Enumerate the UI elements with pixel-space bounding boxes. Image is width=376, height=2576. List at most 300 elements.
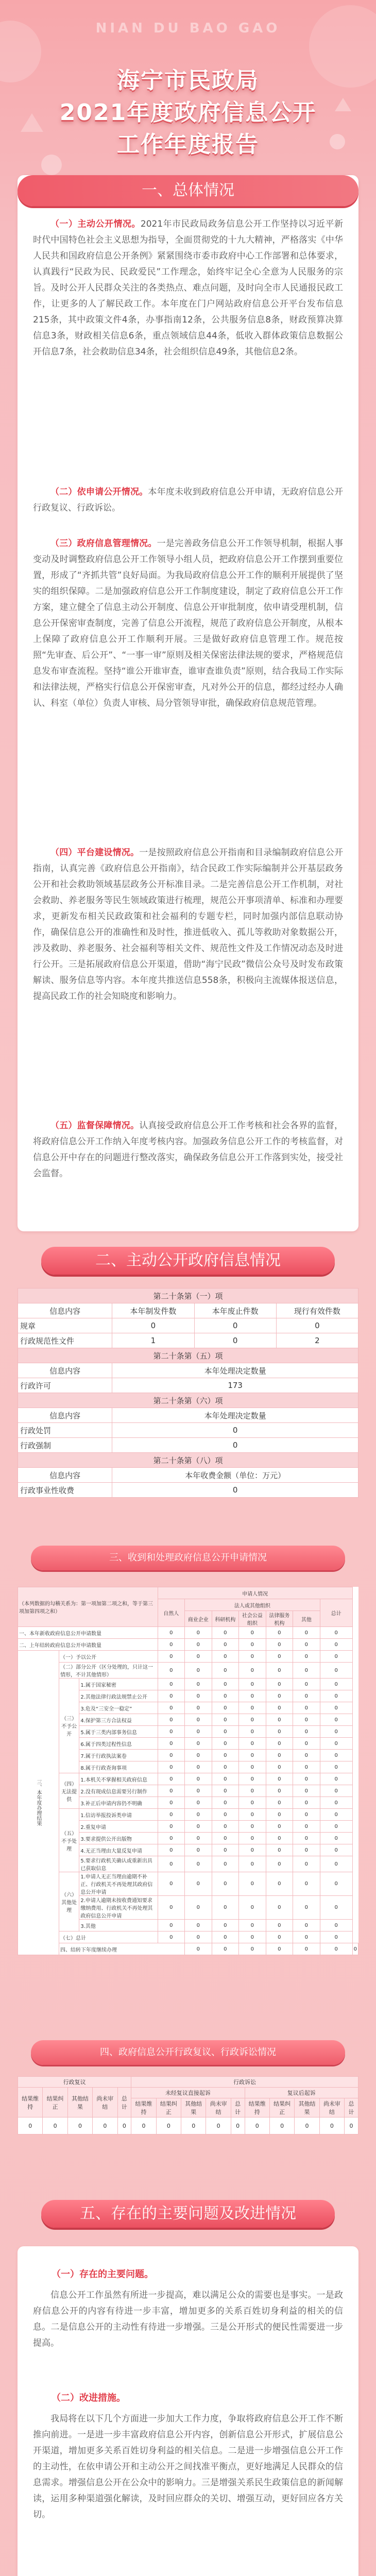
cell: 0	[239, 1726, 266, 1738]
cell: 0	[212, 1750, 239, 1761]
cell: 0	[212, 1809, 239, 1821]
cell: 0	[239, 1627, 266, 1639]
cell: 0	[158, 1773, 185, 1785]
cell: 0	[212, 1943, 239, 1955]
cell: 0	[93, 2117, 117, 2134]
cell: 0	[158, 1821, 185, 1833]
col-header: 总计	[117, 2088, 131, 2117]
section-3-title: 三、收到和处理政府信息公开申请情况	[31, 1546, 345, 1570]
row-label: 二、上年结转政府信息公开申请数量	[18, 1639, 158, 1651]
cell: 0	[18, 2117, 43, 2134]
cell: 0	[293, 1931, 320, 1943]
cell: 0	[158, 1750, 185, 1761]
cell: 2	[276, 1333, 358, 1348]
cell: 0	[266, 1761, 293, 1773]
table-row	[18, 1483, 358, 1498]
group-header: 行政诉讼	[131, 2077, 358, 2088]
cell: 0	[266, 1943, 293, 1955]
cell: 0	[185, 1714, 212, 1726]
cell: 0	[185, 1627, 212, 1639]
cell: 0	[320, 1702, 352, 1714]
col-header: 其他	[293, 1611, 320, 1627]
table-row	[18, 1679, 358, 1690]
cell: 0	[239, 1639, 266, 1651]
group-header: 申请人情况	[158, 1587, 352, 1599]
cell: 0	[185, 1920, 212, 1931]
cell: 0	[320, 1690, 352, 1702]
table-row	[18, 1627, 358, 1639]
table-row	[18, 1809, 358, 1821]
cell: 0	[185, 1872, 212, 1896]
cell: 0	[266, 1738, 293, 1750]
col-header: 其他结果	[181, 2098, 206, 2117]
report-header	[0, 0, 376, 180]
cell: 0	[212, 1663, 239, 1679]
cell: 0	[212, 1690, 239, 1702]
cell: 0	[345, 2117, 358, 2134]
cell: 0	[266, 1702, 293, 1714]
table-row	[18, 1663, 358, 1679]
cell: 0	[158, 1931, 185, 1943]
col-header: 尚未审结	[319, 2098, 344, 2117]
cell: 0	[320, 1663, 352, 1679]
cell: 0	[158, 1738, 185, 1750]
cell: 0	[266, 1797, 293, 1809]
row-label: 一、本年新收政府信息公开申请数量	[18, 1627, 158, 1639]
cell: 0	[185, 1809, 212, 1821]
section-4-title: 四、政府信息公开行政复议、行政诉讼情况	[31, 2040, 345, 2065]
cell: 0	[239, 1761, 266, 1773]
cell: 0	[212, 1714, 239, 1726]
cell: 0	[239, 1872, 266, 1896]
cell: 0	[320, 1750, 352, 1761]
subgroup-label: （五）不予处理	[59, 1809, 79, 1872]
problems-heading: （一）存在的主要问题。	[52, 2269, 153, 2280]
col-header: 总计	[320, 1599, 352, 1627]
row-label: 8.属于行政查询事项	[79, 1761, 158, 1773]
cell: 0	[266, 1856, 293, 1872]
subgroup-label: （六）其他处理	[59, 1872, 79, 1931]
cell: 0	[212, 1797, 239, 1809]
cell: 0	[293, 1797, 320, 1809]
col-header: 结果纠正	[156, 2098, 181, 2117]
col-header: 本年废止件数	[194, 1303, 276, 1318]
cell: 0	[212, 1920, 239, 1931]
cell: 0	[239, 1856, 266, 1872]
title-line-1: 海宁市民政局	[117, 67, 259, 94]
cell: 0	[239, 1663, 266, 1679]
cell: 0	[158, 1844, 185, 1856]
cell: 0	[212, 1821, 239, 1833]
cell: 0	[185, 1773, 212, 1785]
problems-text: 信息公开工作虽然有所进一步提高，难以满足公众的需要也是事实。一是政府信息公开的内容有待进一步丰富，增加更多的关系百姓切身利益的相关的信息。二是信息公开的主动性有待进一步增强。三是公开形式的便民性需要进一步提高。	[33, 2290, 343, 2348]
cell: 0	[158, 1856, 185, 1872]
cell: 0	[43, 2117, 67, 2134]
row-label: （七）总计	[59, 1931, 158, 1943]
title-line-2: 2021年度政府信息公开	[59, 99, 317, 126]
col-header: 本年收费金额（单位：万元）	[112, 1468, 358, 1483]
cell: 0	[158, 1627, 185, 1639]
row-label: 2.申请人逾期未按收费通知要求缴纳费用、行政机关不再处理其政府信息公开申请	[79, 1896, 158, 1920]
cell: 0	[293, 1761, 320, 1773]
cell: 0	[320, 1639, 352, 1651]
cell: 0	[320, 1931, 352, 1943]
cell: 0	[212, 1856, 239, 1872]
col-header: 信息内容	[18, 1408, 112, 1423]
row-label: 四、结转下年度继续办理	[59, 1943, 185, 1955]
cell: 0	[185, 1821, 212, 1833]
cell: 0	[293, 1943, 320, 1955]
cell: 0	[266, 1726, 293, 1738]
cell: 0	[158, 1651, 185, 1663]
cell: 0	[212, 1844, 239, 1856]
col-header: 法人或其他组织	[185, 1599, 320, 1611]
table-row	[18, 1872, 358, 1896]
row-label: 行政许可	[18, 1378, 112, 1393]
applications-table	[18, 1587, 358, 1955]
row-label: 1.本机关不掌握相关政府信息	[79, 1773, 158, 1785]
cell: 0	[158, 1663, 185, 1679]
cell: 0	[320, 1809, 352, 1821]
cell: 0	[185, 1651, 212, 1663]
cell: 0	[266, 1833, 293, 1844]
cell: 0	[269, 2117, 294, 2134]
table-row	[18, 1651, 358, 1663]
cell: 0	[320, 1797, 352, 1809]
cell: 0	[266, 1627, 293, 1639]
cell: 0	[266, 1663, 293, 1679]
cell: 0	[320, 1773, 352, 1785]
cell: 0	[67, 2117, 92, 2134]
cell: 0	[266, 1750, 293, 1761]
cell: 0	[239, 1797, 266, 1809]
cell: 0	[293, 1651, 320, 1663]
table-row	[18, 1423, 358, 1438]
cell: 0	[185, 1931, 212, 1943]
cell: 0	[266, 1872, 293, 1896]
cell: 0	[320, 1821, 352, 1833]
cell: 0	[293, 1896, 320, 1920]
cell: 0	[245, 2117, 269, 2134]
row-label: 4.无正当理由大量反复申请	[79, 1844, 158, 1856]
section-1-para-3	[33, 536, 343, 711]
cell: 0	[206, 2117, 231, 2134]
cell: 0	[158, 1714, 185, 1726]
rule20-1-table	[18, 1288, 358, 1498]
cell: 0	[185, 1943, 212, 1955]
para-lead: （四）平台建设情况。	[50, 848, 140, 858]
cell: 0	[239, 1679, 266, 1690]
row-label: 3.其他	[79, 1920, 158, 1931]
row-label: 1.属于国家秘密	[79, 1679, 158, 1690]
cell: 0	[158, 1679, 185, 1690]
cell: 0	[212, 1833, 239, 1844]
cell: 0	[293, 1844, 320, 1856]
section-1-para-4	[33, 845, 343, 1005]
cell: 0	[266, 1785, 293, 1797]
cell: 0	[158, 1761, 185, 1773]
cell: 0	[117, 2117, 131, 2134]
cell: 0	[158, 1726, 185, 1738]
cell: 0	[212, 1773, 239, 1785]
row-label: 行政强制	[18, 1438, 112, 1453]
cell: 0	[320, 1651, 352, 1663]
table-caption: 第二十条第（五）项	[18, 1348, 358, 1363]
cell: 0	[239, 1714, 266, 1726]
cell: 0	[231, 2117, 245, 2134]
table-caption: 第二十条第（八）项	[18, 1453, 358, 1468]
row-label: 2.没有现成信息需要另行制作	[79, 1785, 158, 1797]
cell: 0	[185, 1738, 212, 1750]
cell: 0	[276, 1318, 358, 1333]
cell: 0	[212, 1639, 239, 1651]
row-label: 2.重复申请	[79, 1821, 158, 1833]
para-text: 一是完善政务信息公开工作领导机制，根据人事变动及时调整政府信息公开工作领导小组人员，把政府信息公开工作摆到重要位置，形成了“齐抓共管”良好局面。为我局政府信息公开工作的顺利开展提供了坚实的组织保障。二是加强政府信息公开工作制度建设，制定了政府信息公开工作方案，建立健全了信息主动公开制度、信息公开审批制度，依申请受理机制，信息公开保密审查制度，完善了信息公开流程，规范了政府信息公开制度，从根本上保障了政府信息公开工作顺利开展。三是做好政府信息管理工作。规范按照“先审查、后公开”、“一事一审”原则及相关保密法律法规的要求，严格规范信息发布审查流程。坚持“谁公开谁审查，谁审查谁负责”原则，结合我局工作实际和法律法规，严格实行信息公开保密审查，凡对外公开的信息，都经过经办人确认、科室（单位）负责人审核、局分管领导审批，确保政府信息规范管理。	[33, 538, 343, 708]
cell: 0	[293, 1856, 320, 1872]
cell: 0	[239, 1920, 266, 1931]
cell: 0	[293, 1920, 320, 1931]
cell: 0	[185, 1750, 212, 1761]
cell: 0	[212, 1785, 239, 1797]
cell: 0	[212, 1738, 239, 1750]
cell: 0	[185, 1690, 212, 1702]
para-text: 认真接受政府信息公开工作考核和社会各界的监督，将政府信息公开工作纳入年度考核内容。加强政务信息公开工作的考核监督，对信息公开中存在的问题进行整改落实，确保政务信息公开工作落到实处，接受社会监督。	[33, 1121, 343, 1179]
col-header: 总计	[231, 2098, 245, 2117]
table-row	[18, 1378, 358, 1393]
cell: 0	[320, 1726, 352, 1738]
row-label: 1.信访举报投诉类申请	[79, 1809, 158, 1821]
cell: 0	[266, 1773, 293, 1785]
cell: 0	[293, 1821, 320, 1833]
cell: 0	[185, 1896, 212, 1920]
cell: 0	[266, 1920, 293, 1931]
table-row	[18, 1773, 358, 1785]
col-header: 现行有效件数	[276, 1303, 358, 1318]
cell: 0	[293, 1785, 320, 1797]
row-label: 4.保护第三方合法权益	[79, 1714, 158, 1726]
cell: 0	[239, 1785, 266, 1797]
subgroup-header: 未经复议直接起诉	[131, 2088, 245, 2098]
row-label: （一）予以公开	[59, 1651, 158, 1663]
cell: 0	[185, 1702, 212, 1714]
para-text: 2021年市民政局政务信息公开工作坚持以习近平新时代中国特色社会主义思想为指导，全面贯彻党的十九大精神，严格落实《中华人民共和国政府信息公开条例》紧紧围绕市委市政府中心工作部署和总体要求，认真践行“民政为民、民政爱民”工作理念，始终牢记全心全意为人民服务的宗旨。及时公开人民群众关注的各类热点、难点问题，及时向全市人民通报民政工作，让更多的人了解民政工作。本年度在门户网站政府信息公开平台发布信息215条，其中政策文件4条，办事指南12条，公共服务信息8条，财政预算决算信息3条，财政相关信息6条，重点领域信息44条，低收入群体政策信息数据公开信息7条，社会救助信息34条，社会组织信息49条，其他信息2条。	[33, 219, 344, 357]
col-header: 本年制发件数	[112, 1303, 194, 1318]
cell: 0	[112, 1483, 358, 1498]
cell: 0	[112, 1318, 194, 1333]
cell: 0	[320, 1738, 352, 1750]
cell: 0	[293, 1714, 320, 1726]
cell: 0	[293, 1809, 320, 1821]
cell: 0	[156, 2117, 181, 2134]
row-label: 3.补正后申请内容仍不明确	[79, 1797, 158, 1809]
cell: 0	[239, 1943, 266, 1955]
group-header: 行政复议	[18, 2077, 131, 2088]
cell: 0	[212, 1761, 239, 1773]
col-header: 尚未审结	[93, 2088, 117, 2117]
table-row	[18, 1943, 358, 1955]
col-header: 结果维持	[245, 2098, 269, 2117]
group-label: 三、本年度办理结果	[18, 1651, 59, 1955]
col-header: 本年处理决定数量	[112, 1363, 358, 1378]
cell: 0	[185, 1833, 212, 1844]
table-corner-note: （本列数据的勾稽关系为：第一项加第二项之和，等于第三项加第四项之和）	[18, 1587, 158, 1627]
cell: 0	[293, 1773, 320, 1785]
cell: 0	[293, 1663, 320, 1679]
cell: 0	[293, 1833, 320, 1844]
cell: 0	[158, 1702, 185, 1714]
table-row	[18, 1931, 358, 1943]
row-label: 3.危及“三安全一稳定”	[79, 1702, 158, 1714]
cell: 0	[194, 1333, 276, 1348]
cell: 0	[212, 1651, 239, 1663]
cell: 0	[212, 1726, 239, 1738]
section-1-para-1	[33, 216, 343, 360]
col-header: 尚未审结	[206, 2098, 231, 2117]
cell: 0	[320, 1785, 352, 1797]
row-label: 6.属于四类过程性信息	[79, 1738, 158, 1750]
title-line-3: 工作年度报告	[117, 131, 259, 158]
cell: 0	[239, 1690, 266, 1702]
cell: 0	[239, 1896, 266, 1920]
cell: 0	[293, 1639, 320, 1651]
row-label: （二）部分公开（区分处理的，只计这一情形，不计其他情形）	[59, 1663, 158, 1679]
para-lead: （一）主动公开情况。	[50, 219, 141, 229]
cell: 0	[266, 1714, 293, 1726]
col-header: 自然人	[158, 1599, 185, 1627]
table-row	[18, 1318, 358, 1333]
cell: 0	[158, 1833, 185, 1844]
col-header: 本年处理决定数量	[112, 1408, 358, 1423]
cell: 0	[212, 1679, 239, 1690]
cell: 0	[185, 1761, 212, 1773]
cell: 0	[185, 1856, 212, 1872]
row-label: 3.要求提供公开出版物	[79, 1833, 158, 1844]
cell: 0	[212, 1627, 239, 1639]
cell: 0	[320, 1896, 352, 1920]
cell: 0	[266, 1651, 293, 1663]
col-header: 总计	[345, 2098, 358, 2117]
cell: 0	[293, 1627, 320, 1639]
cell: 0	[112, 1438, 358, 1453]
measures-heading: （二）改进措施。	[52, 2393, 126, 2403]
cell: 0	[293, 1679, 320, 1690]
cell: 173	[112, 1378, 358, 1393]
cell: 0	[158, 1872, 185, 1896]
cell: 0	[320, 1761, 352, 1773]
col-header: 结果维持	[18, 2088, 43, 2117]
row-label: 规章	[18, 1318, 112, 1333]
cell: 0	[295, 2117, 319, 2134]
cell: 0	[194, 1318, 276, 1333]
cell: 0	[266, 1821, 293, 1833]
cell: 0	[112, 1423, 358, 1438]
col-header: 科研机构	[212, 1611, 239, 1627]
row-label: 2.其他法律行政法规禁止公开	[79, 1690, 158, 1702]
cell: 0	[266, 1690, 293, 1702]
measures-text: 我局将在以下几个方面进一步加大工作力度，争取将政府信息公开工作不断推向前进。一是进一步丰富政府信息公开内容，创新信息公开形式，扩展信息公开渠道，增加更多关系百姓切身利益的相关信息。二是进一步增强信息公开工作的主动性，在依申请公开和主动公开之间找准平衡点，更好地满足人民群众的信息需求。增强信息公开在公众中的影响力。三是增强关系民生政策信息的新闻解读，运用多种渠道强化解读，及时回应群众的关切、增强互动，更好回应各方关切。	[33, 2414, 343, 2520]
col-header: 社会公益组织	[239, 1611, 266, 1627]
cell: 0	[320, 1627, 352, 1639]
cell: 0	[320, 1872, 352, 1896]
para-text: 一是按照政府信息公开指南和目录编制政府信息公开指南，认真完善《政府信息公开指南》，结合民政工作实际编制并公开基层政务公开和社会救助领域基层政务公开标准目录。二是完善信息公开工作机制，对社会救助、养老服务等民生领域政策进行梳理，规范公开事项清单、标准和办理要求，更新发布相关民政政策和社会福利的专题专栏，同时加强内部信息联动协作，确保信息公开的准确性和及时性，推进低收入、孤儿等救助对象数据公开，涉及救助、养老服务、社会福利等相关文件、规范性文件及工作情况动态及时进行公开。三是拓展政府信息公开渠道，借助“海宁民政”微信公众号及时发布政策解读、服务信息等内容。本年度共推送信息558条，积极向主流媒体报送信息，提高民政工作的社会知晓度和影响力。	[33, 848, 343, 1002]
section-5-title: 五、存在的主要问题及改进情况	[41, 2200, 335, 2228]
cell: 0	[185, 1679, 212, 1690]
cell: 0	[239, 1844, 266, 1856]
cell: 0	[185, 1844, 212, 1856]
cell: 0	[320, 1714, 352, 1726]
cell: 0	[352, 1943, 358, 1955]
cell: 0	[239, 1931, 266, 1943]
section-1-para-5	[33, 1118, 343, 1182]
cell: 0	[266, 1679, 293, 1690]
cell: 0	[266, 1896, 293, 1920]
col-header: 商业企业	[185, 1611, 212, 1627]
col-header: 结果维持	[131, 2098, 156, 2117]
subgroup-header: 复议后起诉	[245, 2088, 358, 2098]
para-lead: （五）监督保障情况。	[50, 1121, 140, 1131]
cell: 0	[293, 1690, 320, 1702]
table-row	[18, 1333, 358, 1348]
cell: 0	[239, 1750, 266, 1761]
cell: 0	[185, 1663, 212, 1679]
cell: 0	[212, 1872, 239, 1896]
cell: 0	[320, 1920, 352, 1931]
cell: 0	[266, 1639, 293, 1651]
cell: 0	[266, 1931, 293, 1943]
row-label: 5.要求行政机关确认或重新出具已获取信息	[79, 1856, 158, 1872]
cell: 0	[239, 1833, 266, 1844]
cell: 0	[239, 1773, 266, 1785]
col-header: 结果纠正	[269, 2098, 294, 2117]
cell: 0	[212, 1702, 239, 1714]
cell: 0	[185, 1797, 212, 1809]
col-header: 其他结果	[295, 2098, 319, 2117]
para-lead: （二）依申请公开情况。	[50, 487, 148, 497]
cell: 0	[266, 1809, 293, 1821]
cell: 0	[158, 1690, 185, 1702]
cell: 0	[320, 1856, 352, 1872]
cell: 0	[158, 1639, 185, 1651]
col-header: 信息内容	[18, 1363, 112, 1378]
row-label: 行政事业性收费	[18, 1483, 112, 1498]
cell: 0	[293, 1726, 320, 1738]
row-label: 行政处罚	[18, 1423, 112, 1438]
cell: 0	[293, 1738, 320, 1750]
cell: 0	[158, 1896, 185, 1920]
col-header: 其他结果	[67, 2088, 92, 2117]
cell: 0	[185, 1785, 212, 1797]
subgroup-label: （三）不予公开	[59, 1679, 79, 1773]
row-label: 7.属于行政执法案卷	[79, 1750, 158, 1761]
cell: 0	[158, 1920, 185, 1931]
cell: 0	[320, 1679, 352, 1690]
cell: 0	[131, 2117, 156, 2134]
cell: 0	[320, 1943, 352, 1955]
cell: 0	[266, 1844, 293, 1856]
cell: 0	[319, 2117, 344, 2134]
section-1-title: 一、总体情况	[18, 175, 358, 206]
row-label: 5.属于三类内部事务信息	[79, 1726, 158, 1738]
cell: 0	[158, 1809, 185, 1821]
col-header: 信息内容	[18, 1468, 112, 1483]
cell: 0	[293, 1702, 320, 1714]
col-header: 结果纠正	[43, 2088, 67, 2117]
cell: 0	[320, 1844, 352, 1856]
cell: 0	[212, 1931, 239, 1943]
row-label: 1.申请人无正当理由逾期不补正、行政机关不再处理其政府信息公开申请	[79, 1872, 158, 1896]
review-litigation-table	[18, 2076, 358, 2134]
cell: 0	[181, 2117, 206, 2134]
